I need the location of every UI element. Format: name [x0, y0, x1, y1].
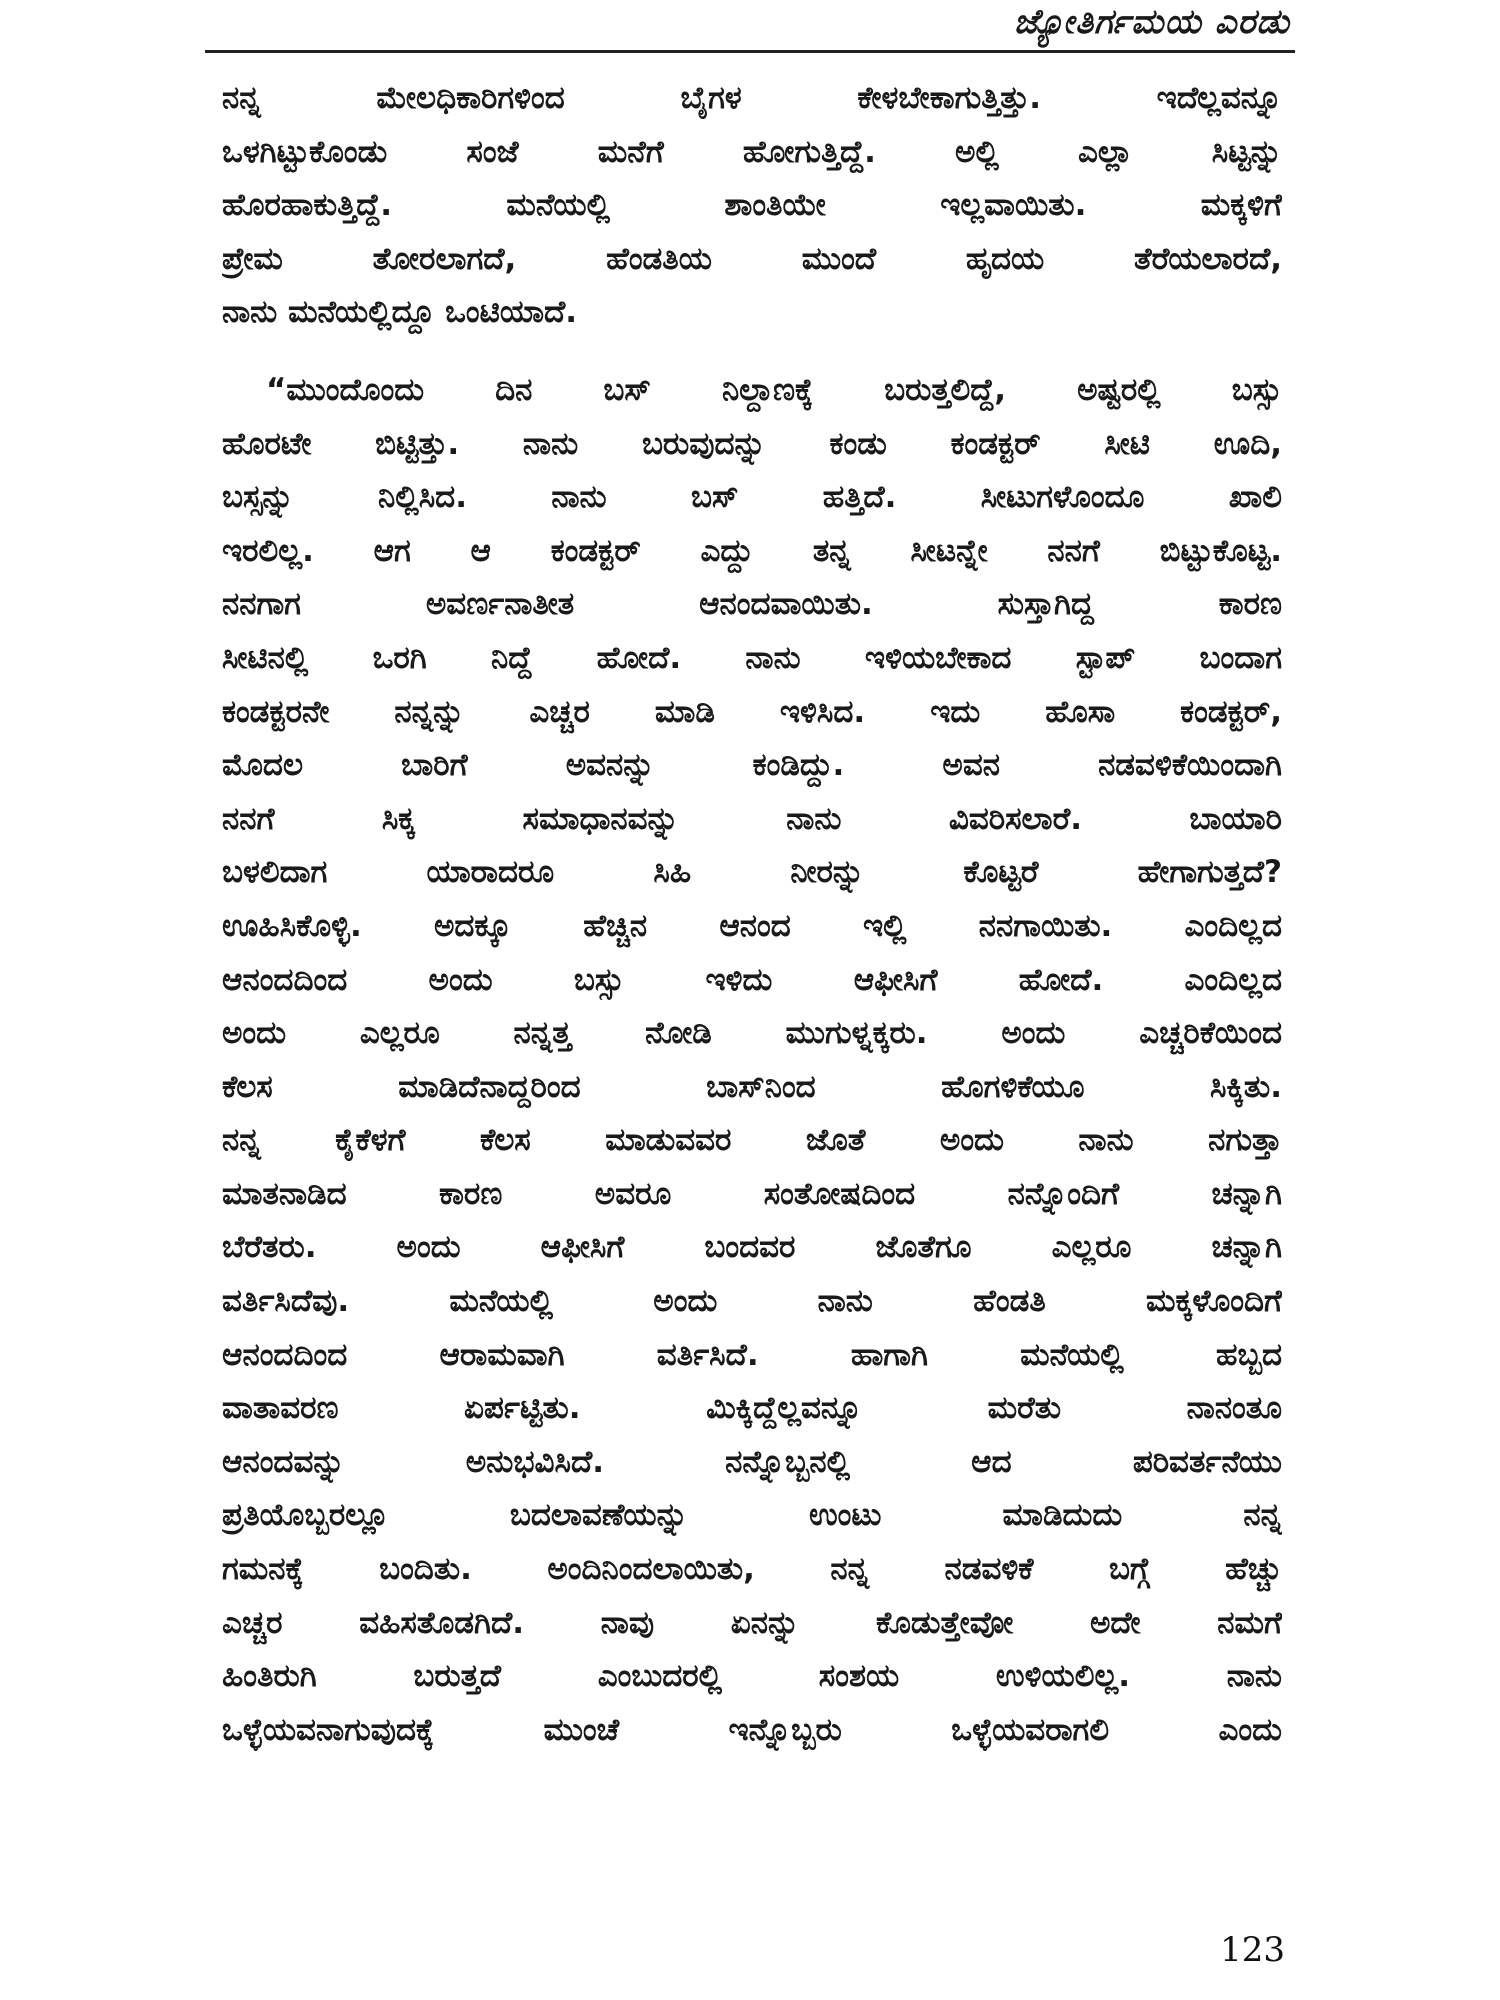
text-line: ಹಿಂತಿರುಗಿ ಬರುತ್ತದೆ ಎಂಬುದರಲ್ಲಿ ಸಂಶಯ ಉಳಿಯಲಿಲ್ಲ. ನಾನು [222, 1658, 1282, 1695]
text-line: ಎಚ್ಚರ ವಹಿಸತೊಡಗಿದೆ. ನಾವು ಏನನ್ನು ಕೊಡುತ್ತೇವೋ ಅದೇ ನಮಗೆ [222, 1604, 1282, 1641]
text-line: ಕಂಡಕ್ಟರನೇ ನನ್ನನ್ನು ಎಚ್ಚರ ಮಾಡಿ ಇಳಿಸಿದ. ಇದು ಹೊಸಾ ಕಂಡಕ್ಟರ್, [222, 693, 1282, 730]
text-line: ಒಳಗಿಟ್ಟುಕೊಂಡು ಸಂಜೆ ಮನೆಗೆ ಹೋಗುತ್ತಿದ್ದೆ. ಅಲ್ಲಿ ಎಲ್ಲಾ ಸಿಟ್ಟನ್ನು [222, 133, 1282, 170]
text-line: ಹೊರಟೇ ಬಿಟ್ಟಿತ್ತು. ನಾನು ಬರುವುದನ್ನು ಕಂಡು ಕಂಡಕ್ಟರ್ ಸೀಟಿ ಊದಿ, [222, 425, 1282, 462]
text-line: ಆನಂದದಿಂದ ಆರಾಮವಾಗಿ ವರ್ತಿಸಿದೆ. ಹಾಗಾಗಿ ಮನೆಯಲ್ಲಿ ಹಬ್ಬದ [222, 1336, 1282, 1373]
text-line: ಆನಂದವನ್ನು ಅನುಭವಿಸಿದೆ. ನನ್ನೊಬ್ಬನಲ್ಲಿ ಆದ ಪರಿವರ್ತನೆಯು [222, 1443, 1282, 1480]
text-line: ನನ್ನ ಕೈಕೆಳಗೆ ಕೆಲಸ ಮಾಡುವವರ ಜೊತೆ ಅಂದು ನಾನು ನಗುತ್ತಾ [222, 1122, 1282, 1159]
paragraph-2 [222, 364, 1282, 1757]
body-text [222, 72, 1282, 1757]
paragraph-gap [222, 340, 1282, 364]
running-head-title: ಜ್ಯೋತಿರ್ಗಮಯ ಎರಡು [1013, 2, 1290, 42]
text-line: ಪ್ರೇಮ ತೋರಲಾಗದೆ, ಹೆಂಡತಿಯ ಮುಂದೆ ಹೃದಯ ತೆರೆಯಲಾರದೆ, [222, 240, 1282, 277]
text-line: ಮಾತನಾಡಿದ ಕಾರಣ ಅವರೂ ಸಂತೋಷದಿಂದ ನನ್ನೊಂದಿಗೆ ಚನ್ನಾಗಿ [222, 1175, 1282, 1212]
paragraph-1 [222, 72, 1282, 340]
text-line: ವಾತಾವರಣ ಏರ್ಪಟ್ಟಿತು. ಮಿಕ್ಕಿದ್ದೆಲ್ಲವನ್ನೂ ಮರೆತು ನಾನಂತೂ [222, 1390, 1282, 1427]
text-line: ನನಗಾಗ ಅವರ್ಣನಾತೀತ ಆನಂದವಾಯಿತು. ಸುಸ್ತಾಗಿದ್ದ ಕಾರಣ [222, 586, 1282, 623]
text-line: ನನ್ನ ಮೇಲಧಿಕಾರಿಗಳಿಂದ ಬೈಗಳ ಕೇಳಬೇಕಾಗುತ್ತಿತ್ತು. ಇದೆಲ್ಲವನ್ನೂ [222, 80, 1282, 116]
header-rule [205, 50, 1295, 53]
text-line: ಒಳ್ಳೆಯವನಾಗುವುದಕ್ಕೆ ಮುಂಚೆ ಇನ್ನೊಬ್ಬರು ಒಳ್ಳೆಯವರಾಗಲಿ ಎಂದು [222, 1711, 1282, 1748]
text-line: ಊಹಿಸಿಕೊಳ್ಳಿ. ಅದಕ್ಕೂ ಹೆಚ್ಚಿನ ಆನಂದ ಇಲ್ಲಿ ನನಗಾಯಿತು. ಎಂದಿಲ್ಲದ [222, 907, 1282, 944]
text-line: ವರ್ತಿಸಿದೆವು. ಮನೆಯಲ್ಲಿ ಅಂದು ನಾನು ಹೆಂಡತಿ ಮಕ್ಕಳೊಂದಿಗೆ [222, 1283, 1282, 1320]
text-line: ನಾನು ಮನೆಯಲ್ಲಿದ್ದೂ ಒಂಟಿಯಾದೆ. [222, 294, 578, 331]
text-line: ಪ್ರತಿಯೊಬ್ಬರಲ್ಲೂ ಬದಲಾವಣೆಯನ್ನು ಉಂಟು ಮಾಡಿದುದು ನನ್ನ [222, 1497, 1282, 1534]
text-line: ಆನಂದದಿಂದ ಅಂದು ಬಸ್ಸು ಇಳಿದು ಆಫೀಸಿಗೆ ಹೋದೆ. ಎಂದಿಲ್ಲದ [222, 961, 1282, 998]
text-line: ಬೆರೆತರು. ಅಂದು ಆಫೀಸಿಗೆ ಬಂದವರ ಜೊತೆಗೂ ಎಲ್ಲರೂ ಚನ್ನಾಗಿ [222, 1229, 1282, 1266]
page-number: 123 [1220, 1930, 1285, 1970]
text-line: ಅಂದು ಎಲ್ಲರೂ ನನ್ನತ್ತ ನೋಡಿ ಮುಗುಳ್ನಕ್ಕರು. ಅಂದು ಎಚ್ಚರಿಕೆಯಿಂದ [222, 1015, 1282, 1052]
text-line: ಇರಲಿಲ್ಲ. ಆಗ ಆ ಕಂಡಕ್ಟರ್ ಎದ್ದು ತನ್ನ ಸೀಟನ್ನೇ ನನಗೆ ಬಿಟ್ಟುಕೊಟ್ಟ. [222, 532, 1282, 569]
text-line: ಗಮನಕ್ಕೆ ಬಂದಿತು. ಅಂದಿನಿಂದಲಾಯಿತು, ನನ್ನ ನಡವಳಿಕೆ ಬಗ್ಗೆ ಹೆಚ್ಚು [222, 1551, 1282, 1588]
text-line: ಸೀಟಿನಲ್ಲಿ ಒರಗಿ ನಿದ್ದೆ ಹೋದೆ. ನಾನು ಇಳಿಯಬೇಕಾದ ಸ್ಟಾಪ್ ಬಂದಾಗ [222, 639, 1282, 676]
text-line: ಬಸ್ಸನ್ನು ನಿಲ್ಲಿಸಿದ. ನಾನು ಬಸ್ ಹತ್ತಿದೆ. ಸೀಟುಗಳೊಂದೂ ಖಾಲಿ [222, 479, 1282, 516]
text-line: ಮೊದಲ ಬಾರಿಗೆ ಅವನನ್ನು ಕಂಡಿದ್ದು. ಅವನ ನಡವಳಿಕೆಯಿಂದಾಗಿ [222, 747, 1282, 784]
text-line: ಬಳಲಿದಾಗ ಯಾರಾದರೂ ಸಿಹಿ ನೀರನ್ನು ಕೊಟ್ಟರೆ ಹೇಗಾಗುತ್ತದೆ? [222, 854, 1282, 891]
text-line: ಹೊರಹಾಕುತ್ತಿದ್ದೆ. ಮನೆಯಲ್ಲಿ ಶಾಂತಿಯೇ ಇಲ್ಲವಾಯಿತು. ಮಕ್ಕಳಿಗೆ [222, 187, 1282, 224]
text-line: ಕೆಲಸ ಮಾಡಿದೆನಾದ್ದರಿಂದ ಬಾಸ್‌ನಿಂದ ಹೊಗಳಿಕೆಯೂ ಸಿಕ್ಕಿತು. [222, 1068, 1282, 1105]
text-line: ನನಗೆ ಸಿಕ್ಕ ಸಮಾಧಾನವನ್ನು ನಾನು ವಿವರಿಸಲಾರೆ. ಬಾಯಾರಿ [222, 800, 1282, 837]
text-line: “ಮುಂದೊಂದು ದಿನ ಬಸ್ ನಿಲ್ದಾಣಕ್ಕೆ ಬರುತ್ತಲಿದ್ದೆ, ಅಷ್ಟರಲ್ಲಿ ಬಸ್ಸು [266, 371, 1282, 408]
